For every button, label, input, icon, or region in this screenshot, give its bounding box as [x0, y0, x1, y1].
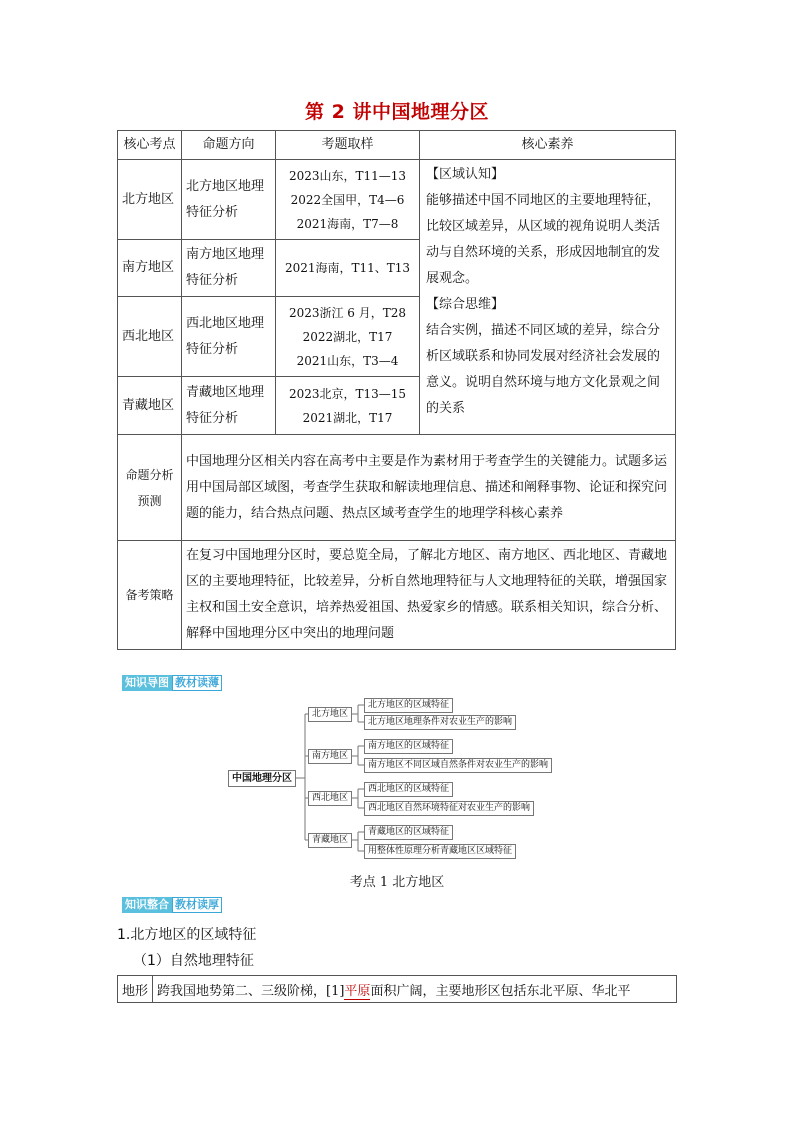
tag-secondary: 教材读厚	[172, 897, 222, 913]
core-text: 结合实例，描述不同区域的差异，综合分析区域联系和协同发展对经济社会发展的意义。说明自然环境与地方文化景观之间的关系	[426, 323, 661, 416]
feature-label: 地形	[118, 976, 153, 1003]
direction-cell: 西北地区地理特征分析	[182, 297, 276, 377]
subsubsection-title: （1）自然地理特征	[133, 953, 254, 969]
point-cell: 西北地区	[118, 297, 182, 377]
header-cell: 核心考点	[118, 131, 182, 160]
core-heading: 【区域认知】	[426, 167, 505, 182]
feature-table	[117, 975, 677, 1003]
feature-text	[153, 976, 677, 1003]
exam-line: 2021山东，T3—4	[296, 353, 399, 368]
strategy-text: 在复习中国地理分区时，要总览全局，了解北方地区、南方地区、西北地区、青藏地区的主要地理特征，比较差异，分析自然地理特征与人文地理特征的关联，增强国家主权和国土安全意识，培养热爱祖国、热爱家乡的情感。联系相关知识，综合分析、解释中国地理分区中突出的地理问题	[182, 541, 676, 650]
exam-line: 2023山东，T11—13	[288, 168, 407, 183]
exam-line: 2021海南，T7—8	[296, 216, 399, 231]
point-cell: 青藏地区	[118, 377, 182, 435]
mindmap-leaf: 南方地区的区域特征	[364, 739, 453, 754]
mindmap-leaf: 南方地区不同区域自然条件对农业生产的影响	[364, 758, 552, 773]
forecast-label: 命题分析预测	[118, 435, 182, 541]
tag-primary: 知识整合	[122, 897, 172, 913]
page-title: 第 2 讲中国地理分区	[305, 101, 489, 123]
mindmap-leaf: 西北地区的区域特征	[364, 782, 453, 797]
subsection-title: 1.北方地区的区域特征	[117, 927, 257, 943]
strategy-label: 备考策略	[118, 541, 182, 650]
mindmap-leaf: 西北地区自然环境特征对农业生产的影响	[364, 801, 534, 816]
tag-secondary: 教材读薄	[172, 675, 222, 691]
exam-line: 2022湖北，T17	[302, 329, 393, 344]
mindmap-branch: 西北地区	[308, 791, 352, 806]
answer-blank: 平原	[344, 983, 371, 999]
exam-line: 2023北京，T13—15	[288, 386, 407, 401]
forecast-text: 中国地理分区相关内容在高考中主要是作为素材用于考查学生的关键能力。试题多运用中国局部区域图，考查学生获取和解读地理信息、描述和阐释事物、论证和探究问题的能力，结合热点问题、热点区域考查学生的地理学科核心素养	[182, 435, 676, 541]
section-heading: 考点 1 北方地区	[349, 875, 445, 890]
header-cell: 考题取样	[276, 131, 420, 160]
tag-primary: 知识导图	[122, 675, 172, 691]
header-cell: 核心素养	[420, 131, 676, 160]
mindmap-branch: 南方地区	[308, 749, 352, 764]
point-cell: 南方地区	[118, 240, 182, 297]
mindmap-branch: 青藏地区	[308, 833, 352, 848]
exam-line: 2023浙江 6 月，T28	[288, 305, 407, 320]
core-heading: 【综合思维】	[426, 297, 505, 312]
exam-line: 2021海南，T11、T13	[284, 261, 411, 275]
core-text: 能够描述中国不同地区的主要地理特征，比较区域差异，从区域的视角说明人类活动与自然环境的关系，形成因地制宜的发展观念。	[426, 193, 661, 286]
direction-cell: 南方地区地理特征分析	[182, 240, 276, 297]
mindmap-leaf: 北方地区地理条件对农业生产的影响	[364, 715, 516, 730]
feature-text-pre: 跨我国地势第二、三级阶梯，[1]	[157, 983, 345, 999]
mindmap-branch: 北方地区	[308, 707, 352, 722]
direction-cell: 北方地区地理特征分析	[182, 160, 276, 240]
mindmap-root: 中国地理分区	[228, 770, 296, 787]
header-cell: 命题方向	[182, 131, 276, 160]
section-tag-knowledge	[119, 897, 225, 913]
exam-line: 2022全国甲，T4—6	[290, 192, 405, 207]
direction-cell: 青藏地区地理特征分析	[182, 377, 276, 435]
table-row	[118, 976, 677, 1003]
mindmap-leaf: 青藏地区的区域特征	[364, 825, 453, 840]
mindmap-leaf: 北方地区的区域特征	[364, 698, 453, 713]
exam-line: 2021湖北，T17	[302, 410, 393, 425]
mindmap-leaf: 用整体性原理分析青藏地区区域特征	[364, 844, 516, 859]
point-cell: 北方地区	[118, 160, 182, 240]
feature-text-post: 面积广阔，主要地形区包括东北平原、华北平	[370, 983, 631, 999]
